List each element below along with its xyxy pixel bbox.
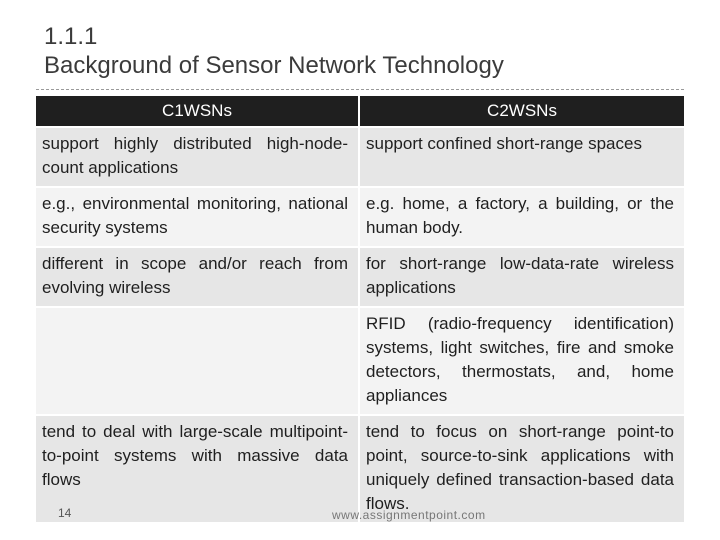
slide-title <box>44 22 504 80</box>
section-number: 1.1.1 <box>44 23 98 50</box>
column-header-c1wsns: C1WSNs <box>36 96 359 127</box>
section-heading: Background of Sensor Network Technology <box>44 52 504 79</box>
table-cell: support confined short-range spaces <box>359 127 684 187</box>
table-cell: RFID (radio-frequency identification) systems, light switches, fire and smoke detectors, thermostats, and, home appliances <box>359 307 684 415</box>
table-cell: e.g. home, a factory, a building, or the human body. <box>359 187 684 247</box>
table-row <box>36 247 684 307</box>
table-cell: different in scope and/or reach from evolving wireless <box>36 247 359 307</box>
table-row <box>36 307 684 415</box>
table-cell: for short-range low-data-rate wireless applications <box>359 247 684 307</box>
page-number: 14 <box>58 506 72 520</box>
table-cell: tend to deal with large-scale multipoint-to-point systems with massive data flows <box>36 415 359 522</box>
table-row <box>36 187 684 247</box>
table-header-row <box>36 96 684 127</box>
table-cell <box>36 307 359 415</box>
table-row <box>36 415 684 522</box>
column-header-c2wsns: C2WSNs <box>359 96 684 127</box>
table-cell: support highly distributed high-node-count applications <box>36 127 359 187</box>
comparison-table <box>36 96 684 522</box>
table-cell: tend to focus on short-range point-to point, source-to-sink applications with uniquely defined transaction-based data flows. <box>359 415 684 522</box>
table-cell: e.g., environmental monitoring, national security systems <box>36 187 359 247</box>
footer-url: www.assignmentpoint.com <box>332 508 486 522</box>
title-divider <box>36 89 684 90</box>
table-row <box>36 127 684 187</box>
